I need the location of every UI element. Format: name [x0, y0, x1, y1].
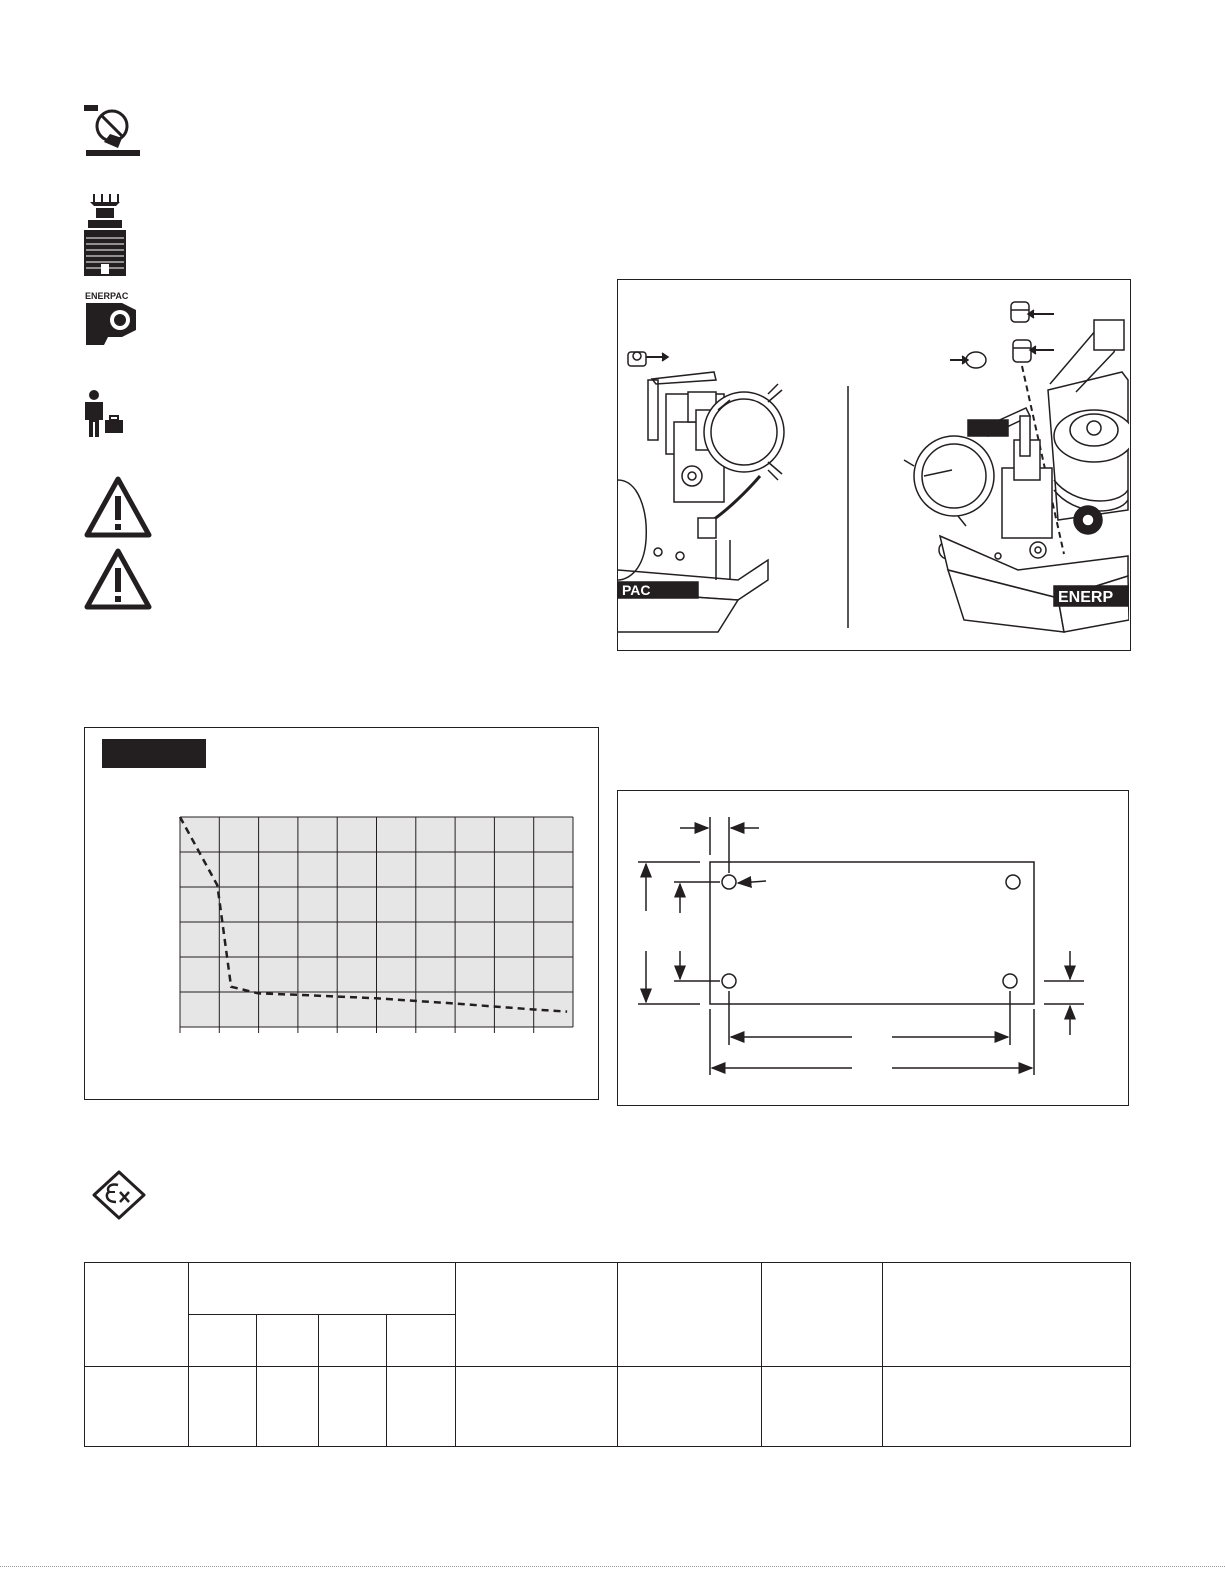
table-row	[85, 1367, 1131, 1447]
table-cell	[387, 1367, 456, 1447]
pump-right-view	[904, 302, 1129, 632]
table-cell	[319, 1367, 387, 1447]
table-header-cell	[456, 1263, 618, 1367]
table-cell	[456, 1367, 618, 1447]
table-cell	[189, 1367, 257, 1447]
table-cell	[257, 1367, 319, 1447]
table-cell	[883, 1367, 1131, 1447]
filler-cap-lower	[1013, 340, 1054, 362]
pump-left-brand-label: PAC	[622, 582, 651, 598]
enerpac-service-icon	[84, 290, 142, 346]
mounting-dimensions-figure	[617, 790, 1129, 1106]
service-icon-brand-text: ENERPAC	[85, 291, 129, 301]
pump-filler-figure	[617, 279, 1131, 651]
trained-operator-icon	[84, 390, 126, 438]
base-plate-outline	[710, 862, 1034, 1004]
table-header-row	[85, 1263, 1131, 1315]
hydraulic-cylinder-icon	[84, 194, 126, 278]
chart-title-tag	[102, 739, 206, 768]
warning-triangle-icon	[84, 548, 152, 610]
table-subheader-cell	[319, 1315, 387, 1367]
page-bottom-rule	[0, 1566, 1225, 1567]
table-cell	[762, 1367, 883, 1447]
breather-plug	[950, 352, 986, 368]
pump-right-brand-label: ENERP	[1058, 589, 1114, 606]
pump-left-view	[618, 352, 784, 632]
table-cell	[618, 1367, 762, 1447]
performance-chart-frame	[84, 727, 599, 1100]
table-cell	[85, 1367, 189, 1447]
table-subheader-cell	[387, 1315, 456, 1367]
filler-cap-top	[1011, 302, 1054, 322]
specification-table	[84, 1262, 1131, 1447]
warning-triangle-icon	[84, 476, 152, 538]
table-header-group-cell	[189, 1263, 456, 1315]
table-header-cell	[85, 1263, 189, 1367]
table-header-cell	[762, 1263, 883, 1367]
table-subheader-cell	[257, 1315, 319, 1367]
table-header-cell	[883, 1263, 1131, 1367]
atex-ex-icon	[92, 1170, 146, 1220]
table-header-cell	[618, 1263, 762, 1367]
performance-chart	[85, 728, 597, 1098]
no-hand-pressure-icon	[82, 104, 142, 158]
table-subheader-cell	[189, 1315, 257, 1367]
